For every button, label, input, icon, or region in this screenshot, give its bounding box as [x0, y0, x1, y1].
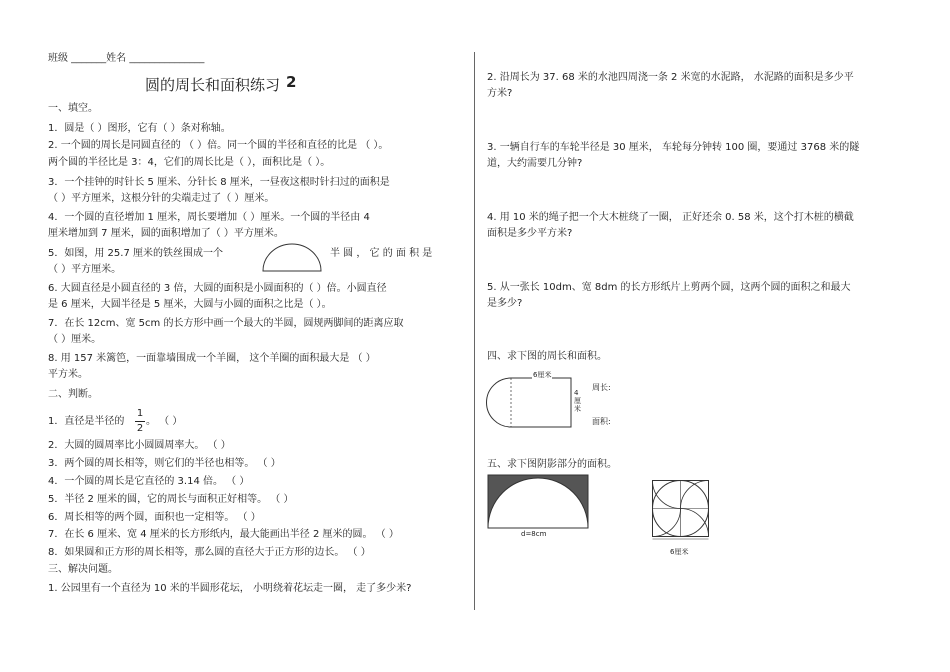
question-text: 4．一个圆的周长是它直径的 3.14 倍。 （ ） [48, 476, 250, 487]
question-text: （ ）平方厘米。 [48, 264, 122, 275]
section-solve-heading: 三、解决问题。 [48, 564, 118, 575]
question-text: 8．如果圆和正方形的周长相等，那么圆的直径大于正方形的边长。 （ ） [48, 547, 371, 558]
area-answer-label: 面积: [592, 417, 611, 426]
question-text: 8. 用 157 米篱笆，一面靠墙围成一个羊圈， 这个羊圈的面积最大是 （ ） [48, 353, 376, 364]
section-judge-heading: 二、判断。 [48, 389, 98, 400]
column-divider [474, 52, 475, 610]
question-text: 7．在长 12cm、宽 5cm 的长方形中画一个最大的半圆，圆规两脚间的距离应取 [48, 318, 404, 329]
question-text: 是 6 厘米，大圆半径是 5 厘米，大圆与小圆的面积之比是（ ）。 [48, 299, 332, 310]
question-text: 3．一个挂钟的时针长 5 厘米、分针长 8 厘米，一昼夜这根时针扫过的面积是 [48, 177, 390, 188]
perimeter-answer-label: 周长: [592, 383, 611, 392]
hatched-circle-square-figure [652, 480, 712, 542]
question-text: 1. 公园里有一个直径为 10 米的半圆形花坛， 小明绕着花坛走一圈， 走了多少米? [48, 583, 412, 594]
section-shaded-heading: 五、求下图阴影部分的面积。 [487, 459, 617, 470]
question-text: 是多少? [487, 298, 523, 309]
question-text: （ ）厘米。 [48, 334, 102, 345]
question-text: 4. 用 10 米的绳子把一个大木桩绕了一圈， 正好还余 0. 58 米，这个打木桩的横截 [487, 212, 854, 223]
question-text: 道，大约需要几分钟? [487, 158, 583, 169]
question-text: 6．周长相等的两个圆，面积也一定相等。 （ ） [48, 512, 261, 523]
page-title-number: 2 [286, 73, 297, 91]
question-text: 2. 一个圆的周长是同圆直径的 （ ）倍。同一个圆的半径和直径的比是 （ ）。 [48, 140, 389, 151]
question-text: 7．在长 6 厘米、宽 4 厘米的长方形纸内，最大能画出半径 2 厘米的圆。 （ ） [48, 529, 399, 540]
question-text: 5. 从一张长 10dm、宽 8dm 的长方形纸片上剪两个圆，这两个圆的面积之和最大 [487, 282, 851, 293]
question-text: 6. 大圆直径是小圆直径的 3 倍，大圆的面积是小圆面积的（ ）倍。小圆直径 [48, 283, 387, 294]
side-dimension-label: 厘 [574, 397, 581, 405]
question-text: 1．直径是半径的 [48, 416, 125, 427]
rect-semicircle-figure [485, 372, 585, 434]
question-text: 2. 沿周长为 37. 68 米的水池四周浇一条 2 米宽的水泥路， 水泥路的面积是多少平 [487, 72, 854, 83]
question-text: 两个圆的半径比是 3：4，它们的周长比是（ ），面积比是（ ）。 [48, 157, 331, 168]
question-text: 1．圆是（ ）图形，它有（ ）条对称轴。 [48, 123, 231, 134]
fraction-denominator: 2 [136, 423, 144, 434]
diameter-label: d=8cm [521, 530, 547, 538]
question-text: 厘米增加到 7 厘米，圆的面积增加了（ ）平方厘米。 [48, 228, 284, 239]
question-text: 面积是多少平方米? [487, 228, 573, 239]
fraction-numerator: 1 [136, 408, 144, 419]
fraction-bar [135, 421, 145, 422]
class-name-line: 班级 _______姓名 _______________ [48, 53, 205, 64]
question-text: 3. 一辆自行车的车轮半径是 30 厘米， 车轮每分钟转 100 圈，要通过 3768 米的隧 [487, 142, 860, 153]
section-fill-heading: 一、填空。 [48, 103, 98, 114]
top-dimension-label: 6厘米 [533, 371, 552, 379]
question-text: 平方米。 [48, 369, 88, 380]
question-text: 5．如图，用 25.7 厘米的铁丝围成一个 [48, 248, 223, 259]
shaded-semicircle-figure [488, 475, 590, 530]
side-length-label: 6厘米 [670, 548, 689, 556]
question-text: 4．一个圆的直径增加 1 厘米，周长要增加（ ）厘米。一个圆的半径由 4 [48, 212, 370, 223]
semicircle-figure [262, 243, 322, 273]
side-dimension-label: 4 [574, 389, 579, 397]
page-title: 圆的周长和面积练习 [145, 76, 281, 94]
side-dimension-label: 米 [574, 405, 581, 413]
question-text: （ ）平方厘米，这根分针的尖端走过了（ ）厘米。 [48, 193, 275, 204]
question-text: 。 （ ） [146, 416, 183, 427]
question-text: 方米? [487, 88, 513, 99]
question-text: 2．大圆的圆周率比小圆圆周率大。 （ ） [48, 440, 231, 451]
question-text: 5．半径 2 厘米的圆，它的周长与面积正好相等。 （ ） [48, 494, 294, 505]
question-text: 3．两个圆的周长相等，则它们的半径也相等。 （ ） [48, 458, 281, 469]
section-perimeter-heading: 四、求下图的周长和面积。 [487, 351, 607, 362]
question-text: 半 圆 ， 它 的 面 积 是 [330, 248, 433, 259]
